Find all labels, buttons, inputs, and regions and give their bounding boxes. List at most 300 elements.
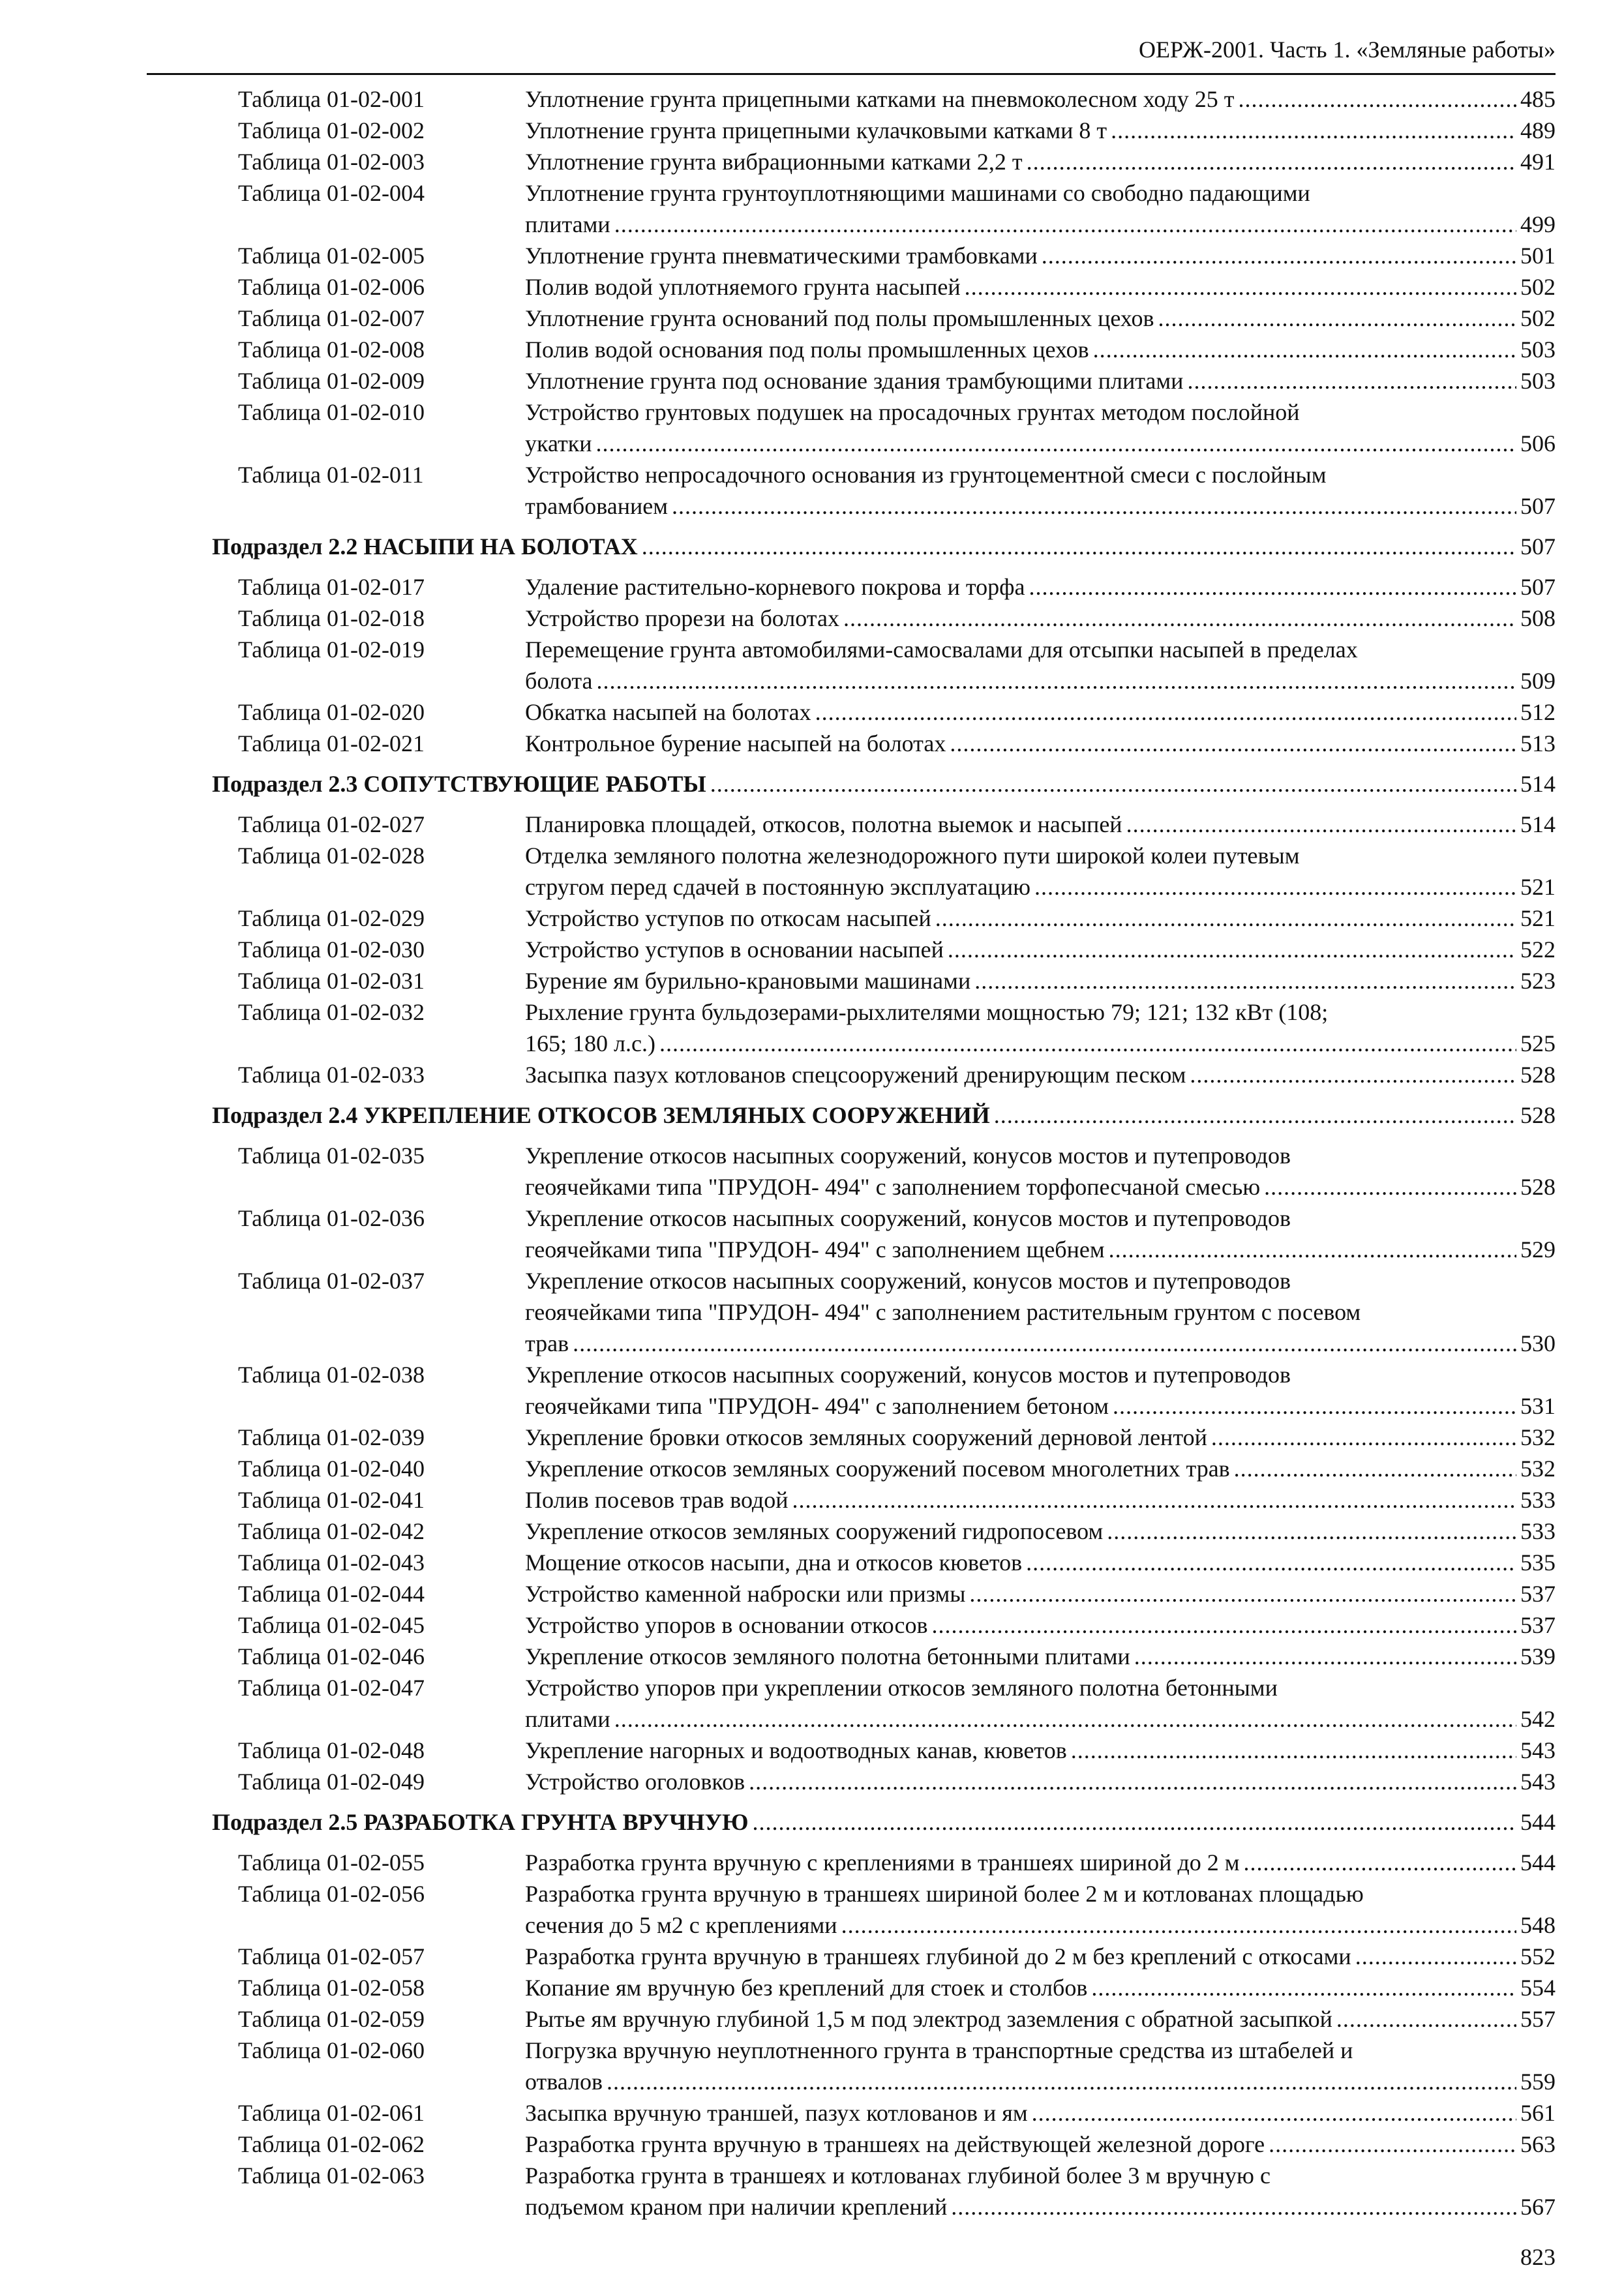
entry-title-line: Полив водой уплотняемого грунта насыпей [525,274,961,300]
entry-title-line: Уплотнение грунта пневматическими трамбовками [525,243,1038,269]
section-title: Подраздел 2.4 УКРЕПЛЕНИЕ ОТКОСОВ ЗЕМЛЯНЫХ СООРУЖЕНИЙ [212,1102,990,1128]
page-ref: 501 [1520,243,1556,269]
entry-title [525,1516,1556,1547]
leader-dots [935,903,1516,934]
table-label: Таблица 01-02-035 [238,1143,425,1169]
table-label: Таблица 01-02-008 [238,337,425,363]
page-ref: 559 [1520,2069,1556,2095]
leader-dots [1107,1516,1516,1547]
page-ref: 512 [1520,699,1556,725]
entry-title-line: Засыпка вручную траншей, пазух котлованов и ям [525,2100,1028,2126]
leader-dots [1211,1422,1516,1453]
entry-title-line: Устройство уступов по откосам насыпей [525,905,931,931]
table-label: Таблица 01-02-010 [238,399,425,425]
page-ref: 537 [1520,1612,1556,1638]
leader-dots [710,768,1516,800]
page-ref: 539 [1520,1643,1556,1669]
entry-title-line: геоячейками типа "ПРУДОН- 494" с заполнением бетоном [525,1393,1109,1419]
page-ref: 529 [1520,1236,1556,1263]
page-ref: 563 [1520,2131,1556,2157]
entry-title [525,334,1556,365]
table-label: Таблица 01-02-001 [238,86,425,112]
entry-title [525,1265,1556,1359]
table-label: Таблица 01-02-058 [238,1975,425,2001]
toc-entry [0,1265,1624,1359]
section-title: Подраздел 2.5 РАЗРАБОТКА ГРУНТА ВРУЧНУЮ [212,1809,749,1835]
table-label: Таблица 01-02-055 [238,1849,425,1876]
leader-dots [1026,1547,1516,1578]
entry-title-line: геоячейками типа "ПРУДОН- 494" с заполнением щебнем [525,1236,1105,1263]
leader-dots [1134,1641,1516,1672]
entry-title-line: Уплотнение грунта прицепными катками на пневмоколесном ходу 25 т [525,86,1235,112]
toc-entry [0,146,1624,177]
entry-title [525,1941,1556,1972]
leader-dots [749,1766,1516,1797]
page-ref: 503 [1520,337,1556,363]
page-ref: 528 [1520,1062,1556,1088]
entry-title-line: Устройство оголовков [525,1769,745,1795]
table-label: Таблица 01-02-046 [238,1643,425,1669]
section-title: Подраздел 2.2 НАСЫПИ НА БОЛОТАХ [212,533,638,560]
leader-dots [792,1484,1516,1516]
entry-title [525,840,1556,903]
page-ref: 499 [1520,211,1556,237]
page-ref: 528 [1520,1102,1556,1128]
entry-title [525,634,1556,696]
page-ref: 548 [1520,1912,1556,1938]
page-ref: 521 [1520,905,1556,931]
entry-title-line: Рыхление грунта бульдозерами-рыхлителями мощностью 79; 121; 132 кВт (108; [525,999,1329,1025]
entry-title-line: Обкатка насыпей на болотах [525,699,811,725]
table-label: Таблица 01-02-005 [238,243,425,269]
toc-entry [0,903,1624,934]
page-ref: 543 [1520,1769,1556,1795]
leader-dots [1027,146,1516,177]
table-label: Таблица 01-02-040 [238,1456,425,1482]
entry-title-line: Укрепление откосов насыпных сооружений, конусов мостов и путепроводов [525,1143,1291,1169]
page-ref: 507 [1520,533,1556,560]
toc-entry [0,1453,1624,1484]
toc-entry [0,696,1624,728]
entry-title [525,1735,1556,1766]
leader-dots [1071,1735,1516,1766]
entry-title [525,996,1556,1059]
toc-entry [0,1516,1624,1547]
page-ref: 485 [1520,86,1556,112]
entry-title-line: Разработка грунта вручную в траншеях на действующей железной дороге [525,2131,1265,2157]
toc-entry [0,1609,1624,1641]
toc-entry [0,115,1624,146]
entry-title [525,1766,1556,1797]
entry-title [525,459,1556,522]
toc-entry [0,365,1624,396]
toc-entry [0,1422,1624,1453]
page-ref: 532 [1520,1424,1556,1450]
entry-title [525,1972,1556,2003]
toc-section [0,531,1624,562]
page-ref: 507 [1520,574,1556,600]
entry-title-line: Устройство грунтовых подушек на просадочных грунтах методом послойной [525,399,1300,425]
entry-title [525,1641,1556,1672]
entry-title-line: Копание ям вручную без креплений для стоек и столбов [525,1975,1088,2001]
toc-entry [0,634,1624,696]
toc-section [0,1806,1624,1838]
entry-title [525,965,1556,996]
toc-entry [0,1484,1624,1516]
page-ref: 507 [1520,493,1556,519]
entry-title-line: Укрепление откосов насыпных сооружений, конусов мостов и путепроводов [525,1362,1291,1388]
entry-title-line: Устройство непросадочного основания из грунтоцементной смеси с послойным [525,462,1327,488]
leader-dots [614,209,1516,240]
table-label: Таблица 01-02-041 [238,1487,425,1513]
entry-title-line: трав [525,1330,569,1356]
leader-dots [614,1703,1516,1735]
leader-dots [1269,2129,1516,2160]
toc-entry [0,1878,1624,1941]
entry-title [525,1672,1556,1735]
page-ref: 528 [1520,1174,1556,1200]
table-label: Таблица 01-02-037 [238,1268,425,1294]
table-label: Таблица 01-02-048 [238,1737,425,1763]
table-label: Таблица 01-02-045 [238,1612,425,1638]
entry-title [525,83,1556,115]
page-ref: 503 [1520,368,1556,394]
entry-title-line: плитами [525,211,610,237]
table-label: Таблица 01-02-006 [238,274,425,300]
page-ref: 522 [1520,936,1556,963]
entry-title-line: Засыпка пазух котлованов спецсооружений дренирующим песком [525,1062,1186,1088]
entry-title-line: Разработка грунта вручную в траншеях шириной более 2 м и котлованах площадью [525,1881,1364,1907]
entry-title-line: Разработка грунта в траншеях и котлованах глубиной более 3 м вручную с [525,2162,1271,2189]
leader-dots [659,1028,1516,1059]
section-title: Подраздел 2.3 СОПУТСТВУЮЩИЕ РАБОТЫ [212,771,706,797]
table-label: Таблица 01-02-057 [238,1943,425,1969]
entry-title-line: Укрепление откосов земляных сооружений гидропосевом [525,1518,1104,1544]
entry-title [525,1847,1556,1878]
entry-title [525,303,1556,334]
entry-title [525,2160,1556,2222]
entry-title-line: Укрепление откосов земляного полотна бетонными плитами [525,1643,1130,1669]
page-ref: 532 [1520,1456,1556,1482]
leader-dots [1091,1972,1516,2003]
leader-dots [843,603,1516,634]
table-label: Таблица 01-02-031 [238,968,425,994]
page-ref: 533 [1520,1518,1556,1544]
table-label: Таблица 01-02-062 [238,2131,425,2157]
entry-title-line: плитами [525,1706,610,1732]
table-label: Таблица 01-02-021 [238,730,425,756]
entry-title-line: Бурение ям бурильно-крановыми машинами [525,968,971,994]
table-label: Таблица 01-02-004 [238,180,425,206]
table-label: Таблица 01-02-060 [238,2037,425,2063]
entry-title [525,696,1556,728]
page-ref: 533 [1520,1487,1556,1513]
leader-dots [932,1609,1516,1641]
table-label: Таблица 01-02-009 [238,368,425,394]
table-label: Таблица 01-02-043 [238,1549,425,1576]
leader-dots [948,934,1516,965]
page-ref: 561 [1520,2100,1556,2126]
leader-dots [951,2191,1516,2222]
leader-dots [969,1578,1516,1609]
page-ref: 544 [1520,1849,1556,1876]
page-ref: 502 [1520,274,1556,300]
leader-dots [1034,871,1516,903]
leader-dots [815,696,1516,728]
entry-title-line: геоячейками типа "ПРУДОН- 494" с заполнением торфопесчаной смесью [525,1174,1261,1200]
table-label: Таблица 01-02-011 [238,462,424,488]
toc-entry [0,728,1624,759]
entry-title [525,603,1556,634]
toc-entry [0,459,1624,522]
table-label: Таблица 01-02-038 [238,1362,425,1388]
table-label: Таблица 01-02-032 [238,999,425,1025]
toc-entry [0,571,1624,603]
toc-entry [0,1547,1624,1578]
page-ref: 530 [1520,1330,1556,1356]
entry-title [525,1422,1556,1453]
page-ref: 531 [1520,1393,1556,1419]
leader-dots [596,665,1516,696]
toc-entry [0,1766,1624,1797]
entry-title [525,903,1556,934]
entry-title [525,2035,1556,2097]
page-ref: 508 [1520,605,1556,631]
toc-section [0,1100,1624,1131]
toc-entry [0,1641,1624,1672]
page-ref: 543 [1520,1737,1556,1763]
page-ref: 489 [1520,117,1556,143]
toc-entry [0,2003,1624,2035]
leader-dots [595,428,1516,459]
toc-entry [0,1672,1624,1735]
leader-dots [1187,365,1516,396]
toc-entry [0,1359,1624,1422]
entry-title-line: Полив посевов трав водой [525,1487,789,1513]
leader-dots [1158,303,1516,334]
entry-title [525,1547,1556,1578]
table-label: Таблица 01-02-061 [238,2100,425,2126]
entry-title [525,1878,1556,1941]
page-ref: 537 [1520,1581,1556,1607]
toc-entry [0,1140,1624,1203]
leader-dots [1109,1234,1516,1265]
page-ref: 542 [1520,1706,1556,1732]
toc-entry [0,303,1624,334]
table-label: Таблица 01-02-042 [238,1518,425,1544]
entry-title [525,1484,1556,1516]
entry-title [525,177,1556,240]
entry-title-line: Разработка грунта вручную в траншеях глубиной до 2 м без креплений с откосами [525,1943,1351,1969]
entry-title-line: сечения до 5 м2 с креплениями [525,1912,837,1938]
toc-entry [0,934,1624,965]
entry-title-line: отвалов [525,2069,603,2095]
page-ref: 514 [1520,771,1556,797]
entry-title [525,365,1556,396]
leader-dots [974,965,1516,996]
entry-title-line: подъемом краном при наличии креплений [525,2194,948,2220]
toc-entry [0,603,1624,634]
table-label: Таблица 01-02-028 [238,843,425,869]
table-label: Таблица 01-02-049 [238,1769,425,1795]
leader-dots [1190,1059,1516,1090]
leader-dots [573,1328,1516,1359]
entry-title-line: Удаление растительно-корневого покрова и торфа [525,574,1025,600]
table-label: Таблица 01-02-020 [238,699,425,725]
table-label: Таблица 01-02-056 [238,1881,425,1907]
entry-title-line: Рытье ям вручную глубиной 1,5 м под электрод заземления с обратной засыпкой [525,2006,1332,2032]
entry-title-line: Укрепление откосов земляных сооружений посевом многолетних трав [525,1456,1230,1482]
table-label: Таблица 01-02-017 [238,574,425,600]
toc-entry [0,334,1624,365]
entry-title-line: Отделка земляного полотна железнодорожного пути широкой колеи путевым [525,843,1300,869]
entry-title-line: Устройство каменной наброски или призмы [525,1581,966,1607]
entry-title-line: трамбованием [525,493,669,519]
entry-title [525,728,1556,759]
toc-entry [0,1972,1624,2003]
page-ref: 554 [1520,1975,1556,2001]
entry-title-line: Уплотнение грунта грунтоуплотняющими машинами со свободно падающими [525,180,1310,206]
leader-dots [994,1100,1516,1131]
entry-title-line: Мощение откосов насыпи, дна и откосов кюветов [525,1549,1023,1576]
leader-dots [1111,115,1516,146]
toc-entry [0,2129,1624,2160]
leader-dots [607,2066,1516,2097]
page-ref: 567 [1520,2194,1556,2220]
page-ref: 514 [1520,811,1556,837]
entry-title [525,1453,1556,1484]
page-ref: 557 [1520,2006,1556,2032]
entry-title-line: Контрольное бурение насыпей на болотах [525,730,946,756]
entry-title-line: Укрепление откосов насыпных сооружений, конусов мостов и путепроводов [525,1268,1291,1294]
leader-dots [1042,240,1516,271]
entry-title-line: Разработка грунта вручную с креплениями в траншеях шириной до 2 м [525,1849,1240,1876]
entry-title-line: Уплотнение грунта оснований под полы промышленных цехов [525,305,1154,331]
entry-title [525,396,1556,459]
page-ref: 552 [1520,1943,1556,1969]
table-label: Таблица 01-02-036 [238,1205,425,1231]
entry-title-line: Устройство упоров при укреплении откосов земляного полотна бетонными [525,1675,1278,1701]
entry-title-line: Устройство прорези на болотах [525,605,839,631]
page-ref: 502 [1520,305,1556,331]
page-ref: 525 [1520,1030,1556,1056]
table-label: Таблица 01-02-033 [238,1062,425,1088]
leader-dots [752,1806,1516,1838]
entry-title [525,809,1556,840]
toc-entry [0,965,1624,996]
entry-title-line: Перемещение грунта автомобилями-самосвалами для отсыпки насыпей в пределах [525,636,1358,663]
leader-dots [1355,1941,1516,1972]
leader-dots [672,490,1516,522]
entry-title [525,2003,1556,2035]
table-label: Таблица 01-02-002 [238,117,425,143]
page-ref: 544 [1520,1809,1556,1835]
entry-title [525,1203,1556,1265]
entry-title [525,1359,1556,1422]
leader-dots [1113,1390,1516,1422]
toc-entry [0,996,1624,1059]
leader-dots [1032,2097,1516,2129]
entry-title [525,271,1556,303]
entry-title [525,2097,1556,2129]
leader-dots [1244,1847,1516,1878]
entry-title-line: Уплотнение грунта прицепными кулачковыми катками 8 т [525,117,1107,143]
page-number: 823 [1520,2244,1556,2270]
toc-entry [0,2097,1624,2129]
entry-title-line: стругом перед сдачей в постоянную эксплуатацию [525,874,1030,900]
leader-dots [1126,809,1516,840]
page-ref: 491 [1520,149,1556,175]
table-label: Таблица 01-02-027 [238,811,425,837]
entry-title [525,1609,1556,1641]
toc-entry [0,1941,1624,1972]
entry-title-line: Планировка площадей, откосов, полотна выемок и насыпей [525,811,1122,837]
entry-title [525,146,1556,177]
table-label: Таблица 01-02-030 [238,936,425,963]
page-ref: 521 [1520,874,1556,900]
entry-title [525,571,1556,603]
page-ref: 535 [1520,1549,1556,1576]
table-label: Таблица 01-02-007 [238,305,425,331]
leader-dots [642,531,1516,562]
entry-title [525,115,1556,146]
entry-title-line: Устройство уступов в основании насыпей [525,936,944,963]
leader-dots [1264,1171,1516,1203]
leader-dots [965,271,1516,303]
entry-title [525,934,1556,965]
entry-title-line: Укрепление откосов насыпных сооружений, конусов мостов и путепроводов [525,1205,1291,1231]
entry-title-line: Уплотнение грунта под основание здания трамбующими плитами [525,368,1184,394]
toc-entry [0,2160,1624,2222]
entry-title-line: 165; 180 л.с.) [525,1030,655,1056]
page-ref: 523 [1520,968,1556,994]
table-label: Таблица 01-02-047 [238,1675,425,1701]
page-ref: 509 [1520,668,1556,694]
leader-dots [1238,83,1516,115]
table-label: Таблица 01-02-059 [238,2006,425,2032]
entry-title-line: Погрузка вручную неуплотненного грунта в транспортные средства из штабелей и [525,2037,1353,2063]
toc-entry [0,1578,1624,1609]
table-label: Таблица 01-02-019 [238,636,425,663]
table-label: Таблица 01-02-029 [238,905,425,931]
toc-entry [0,1735,1624,1766]
leader-dots [1336,2003,1516,2035]
toc-entry [0,840,1624,903]
leader-dots [1029,571,1516,603]
entry-title-line: Полив водой основания под полы промышленных цехов [525,337,1089,363]
entry-title-line: Уплотнение грунта вибрационными катками 2,2 т [525,149,1023,175]
entry-title-line: Укрепление нагорных и водоотводных канав, кюветов [525,1737,1067,1763]
page-ref: 506 [1520,430,1556,456]
leader-dots [1093,334,1516,365]
page-ref: 513 [1520,730,1556,756]
table-label: Таблица 01-02-044 [238,1581,425,1607]
toc-entry [0,1203,1624,1265]
table-label: Таблица 01-02-039 [238,1424,425,1450]
toc-entry [0,240,1624,271]
header-rule [147,73,1556,75]
entry-title [525,240,1556,271]
leader-dots [841,1909,1516,1941]
toc-entry [0,1847,1624,1878]
entry-title [525,2129,1556,2160]
toc-section [0,768,1624,800]
leader-dots [1234,1453,1516,1484]
table-label: Таблица 01-02-018 [238,605,425,631]
toc-entry [0,396,1624,459]
toc-entry [0,809,1624,840]
page-header: ОЕРЖ-2001. Часть 1. «Земляные работы» [1139,37,1556,63]
